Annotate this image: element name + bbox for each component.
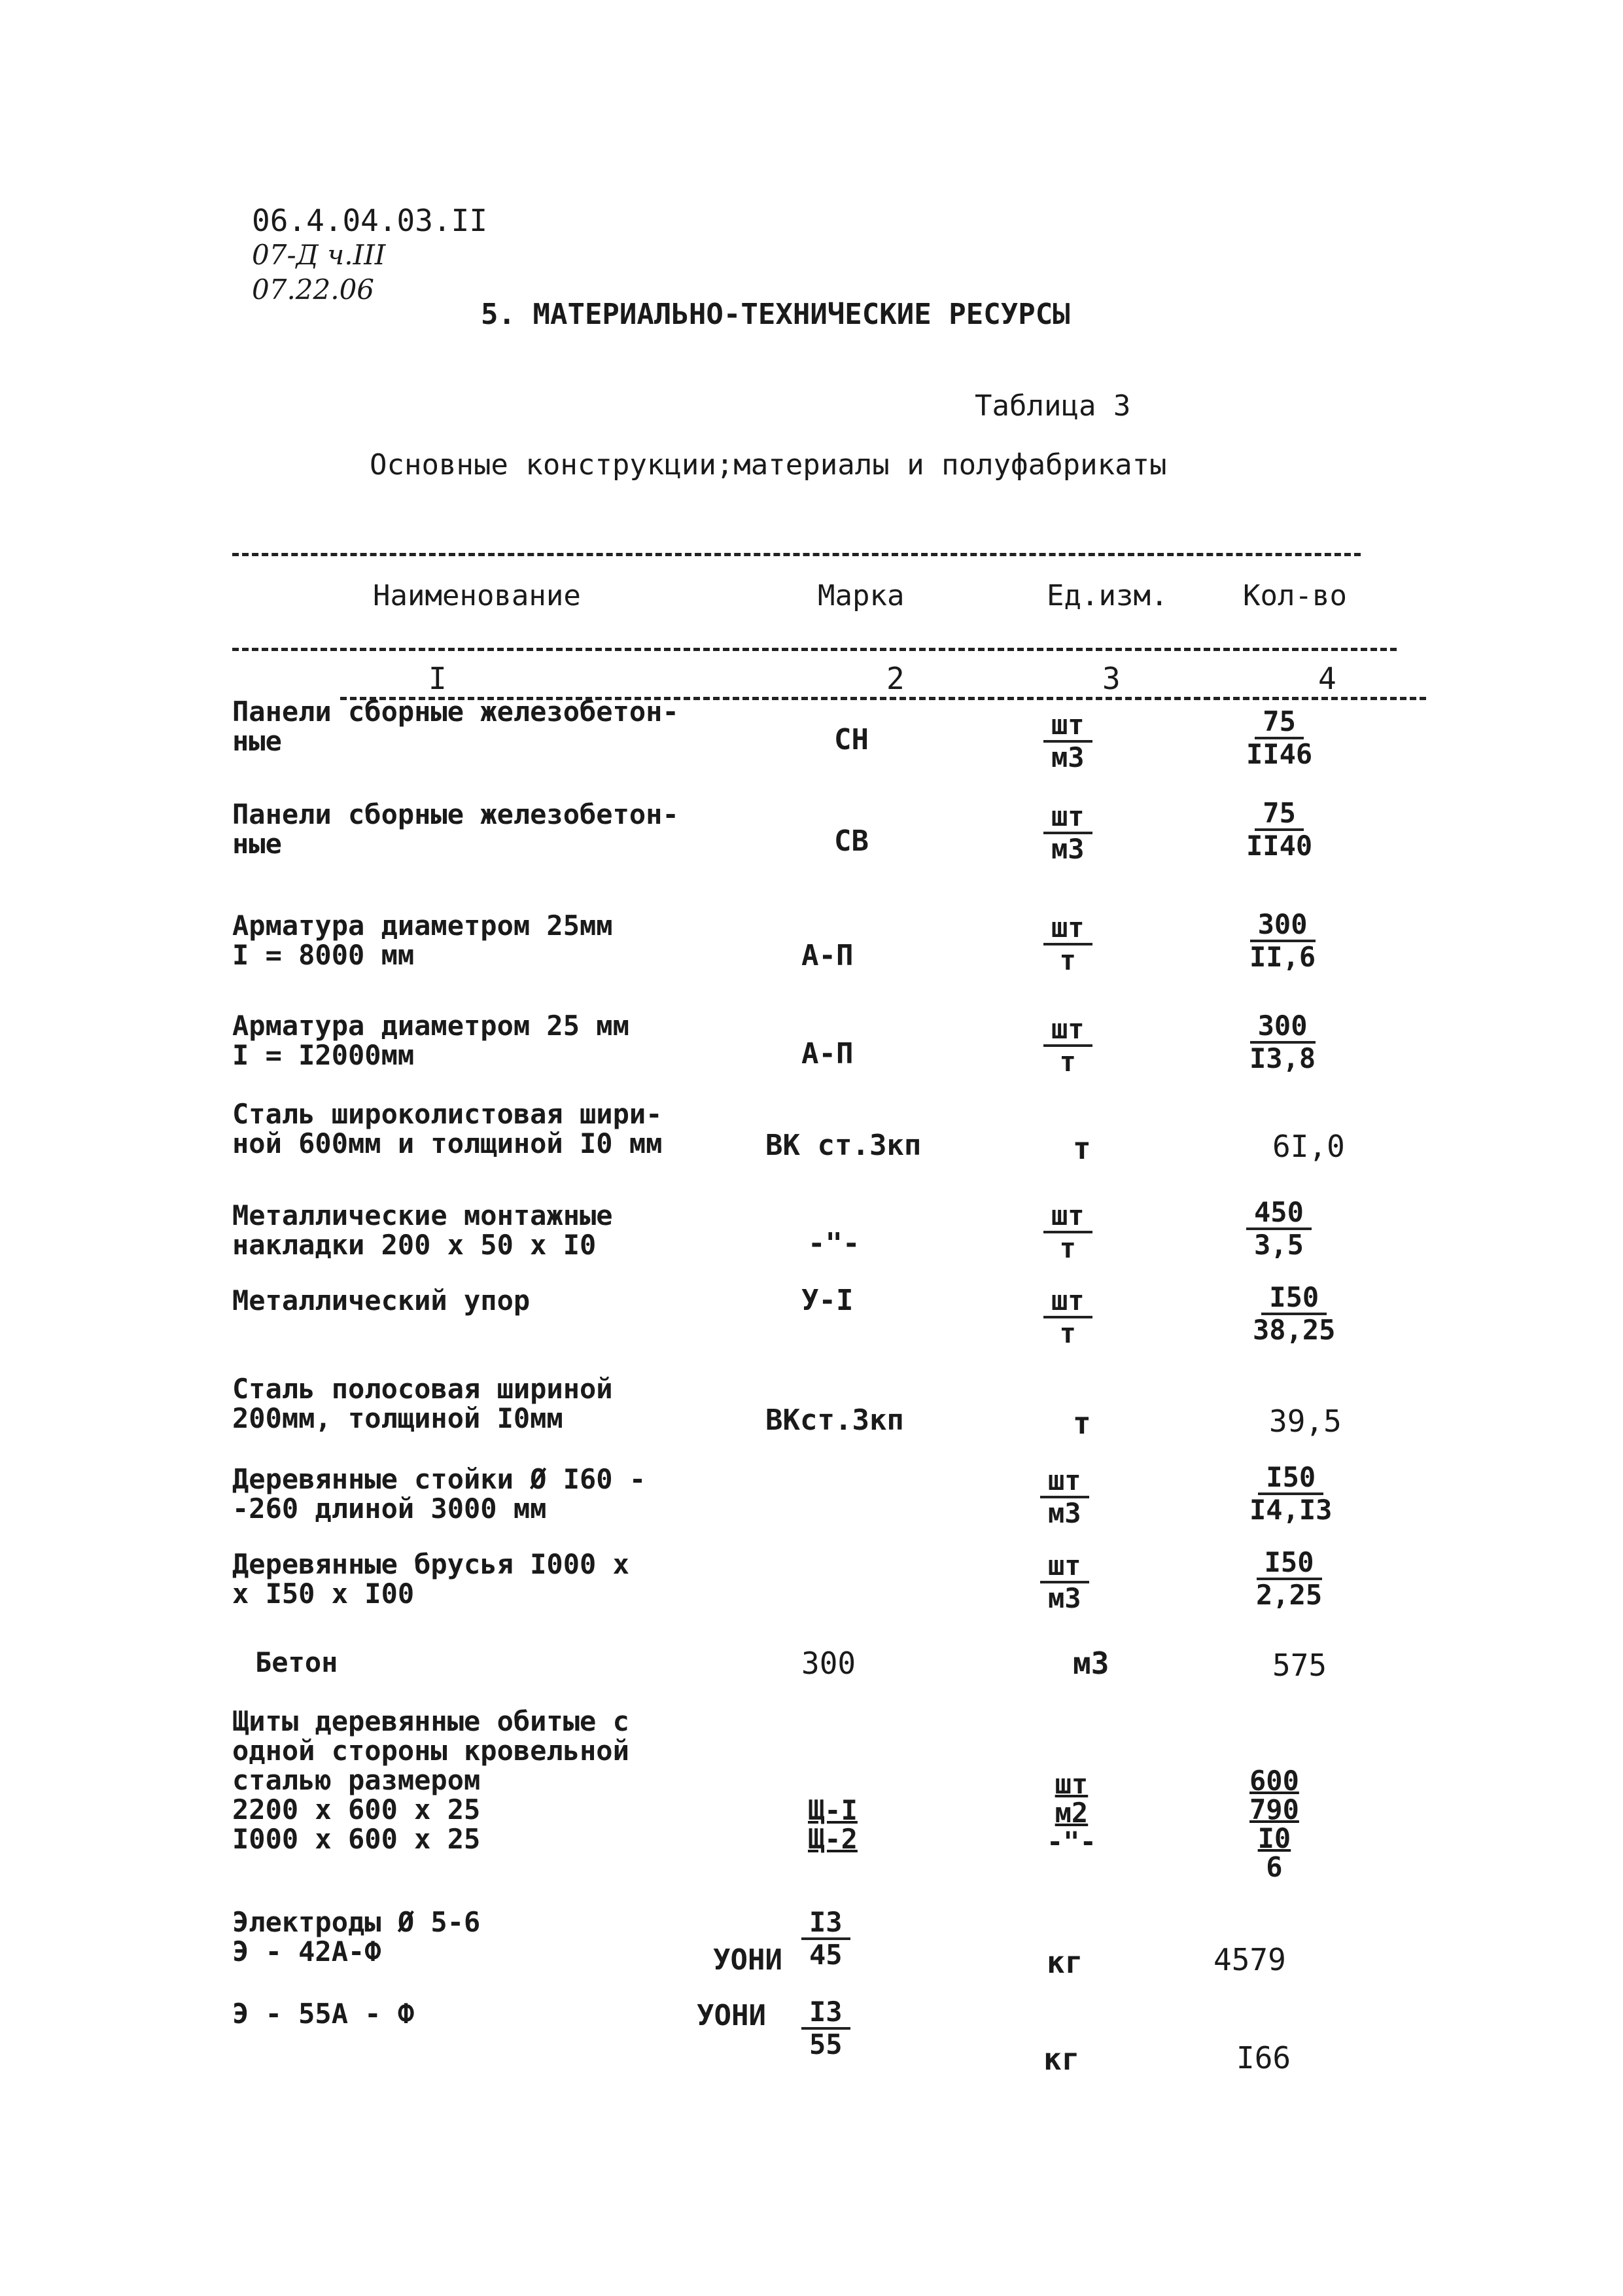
row-8-mark: ВКст.3кп bbox=[765, 1404, 904, 1437]
row-9-name: Деревянные стойки Ø I60 - -260 длиной 3000 мм bbox=[232, 1463, 646, 1525]
column-header-unit: Ед.изм. bbox=[1047, 579, 1168, 612]
section-title: 5. МАТЕРИАЛЬНО-ТЕХНИЧЕСКИЕ РЕСУРСЫ bbox=[481, 298, 1070, 331]
row-14-qty: I66 bbox=[1236, 2040, 1291, 2075]
row-5-qty: 6I,0 bbox=[1272, 1129, 1345, 1164]
column-header-qty: Кол-во bbox=[1243, 579, 1347, 612]
row-3-mark: А-П bbox=[801, 939, 854, 972]
row-14-mark-prefix: УОНИ bbox=[697, 1999, 766, 2032]
row-4-mark: А-П bbox=[801, 1037, 854, 1070]
row-1-qty: $\frac{75}{II46}$ bbox=[1246, 705, 1313, 770]
row-7-unit: шт т bbox=[1043, 1286, 1092, 1349]
row-4-unit: шт т bbox=[1043, 1014, 1092, 1077]
row-1-unit: шт м3 bbox=[1043, 710, 1092, 773]
row-11-mark: 300 bbox=[801, 1646, 856, 1681]
row-6-unit: шт т bbox=[1043, 1201, 1092, 1263]
row-6-name: Металлические монтажные накладки 200 х 50 х I0 bbox=[232, 1199, 613, 1261]
row-4-name: Арматура диаметром 25 мм I = I2000мм bbox=[232, 1010, 629, 1071]
row-7-qty: $\frac{I50}{38,25}$ bbox=[1253, 1281, 1336, 1346]
row-11-qty: 575 bbox=[1272, 1648, 1327, 1683]
row-2-name: Панели сборные железобетон- ные bbox=[232, 798, 679, 860]
table-top-rule bbox=[232, 553, 1361, 556]
row-5-unit: т bbox=[1073, 1131, 1091, 1166]
row-3-qty: $\frac{300}{II,6}$ bbox=[1249, 908, 1316, 973]
row-12-unit: шт м2 -"- bbox=[1047, 1768, 1096, 1858]
row-13-mark-prefix: УОНИ bbox=[713, 1943, 782, 1977]
column-header-name: Наименование bbox=[373, 579, 581, 612]
row-14-unit: кг bbox=[1043, 2041, 1080, 2077]
row-3-name: Арматура диаметром 25мм I = 8000 мм bbox=[232, 910, 613, 971]
row-10-name: Деревянные брусья I000 х х I50 х I00 bbox=[232, 1548, 629, 1610]
row-8-qty: 39,5 bbox=[1269, 1404, 1342, 1439]
row-14-name: Э - 55А - Ф bbox=[232, 1998, 415, 2030]
row-6-qty: $\frac{450}{3,5}$ bbox=[1246, 1197, 1312, 1260]
row-7-name: Металлический упор bbox=[232, 1284, 531, 1316]
column-number-4: 4 bbox=[1318, 661, 1336, 696]
column-number-3: 3 bbox=[1102, 661, 1121, 696]
row-2-unit: шт м3 bbox=[1043, 802, 1092, 864]
column-number-2: 2 bbox=[886, 661, 905, 696]
row-13-mark-fraction: $\frac{I3}{45}$ bbox=[801, 1907, 850, 1970]
header-bottom-rule bbox=[232, 648, 1397, 651]
row-2-mark: СВ bbox=[834, 824, 869, 858]
handwritten-note-part: 07-Д ч.III bbox=[252, 239, 386, 271]
row-1-name: Панели сборные железобетон- ные bbox=[232, 696, 679, 757]
row-10-qty: $\frac{I50}{2,25}$ bbox=[1256, 1546, 1323, 1611]
row-12-mark: Щ-I Щ-2 bbox=[808, 1794, 858, 1855]
row-4-qty: $\frac{300}{I3,8}$ bbox=[1249, 1010, 1316, 1074]
row-9-qty: $\frac{I50}{I4,I3}$ bbox=[1249, 1461, 1333, 1526]
row-6-mark: -"- bbox=[808, 1227, 860, 1260]
row-12-name: Щиты деревянные обитые с одной стороны кровельной сталью размером 2200 х 600 х 25 I000 х 600 х 25 bbox=[232, 1705, 629, 1855]
row-13-name: Электроды Ø 5-6 Э - 42А-Ф bbox=[232, 1906, 481, 1968]
table-number: Таблица 3 bbox=[975, 389, 1131, 423]
column-number-1: I bbox=[428, 661, 447, 696]
row-12-qty: 600 790 I0 6 bbox=[1249, 1765, 1299, 1883]
row-14-mark-fraction: $\frac{I3}{55}$ bbox=[801, 1997, 850, 2060]
row-13-unit: кг bbox=[1047, 1945, 1083, 1980]
row-5-name: Сталь широколистовая шири- ной 600мм и толщиной I0 мм bbox=[232, 1098, 663, 1159]
row-11-name: Бетон bbox=[255, 1646, 338, 1678]
row-5-mark: ВК ст.3кп bbox=[765, 1129, 922, 1162]
row-7-mark: У-I bbox=[801, 1284, 854, 1317]
row-9-unit: шт м3 bbox=[1040, 1466, 1089, 1528]
row-8-name: Сталь полосовая шириной 200мм, толщиной I0мм bbox=[232, 1373, 613, 1434]
table-title: Основные конструкции;материалы и полуфабрикаты bbox=[370, 448, 1167, 482]
handwritten-note-date: 07.22.06 bbox=[252, 274, 375, 306]
column-header-mark: Марка bbox=[818, 579, 905, 612]
row-1-mark: СН bbox=[834, 723, 869, 756]
row-3-unit: шт т bbox=[1043, 913, 1092, 976]
document-code: 06.4.04.03.II bbox=[252, 203, 488, 238]
row-2-qty: $\frac{75}{II40}$ bbox=[1246, 797, 1313, 862]
row-11-unit: м3 bbox=[1073, 1646, 1109, 1681]
row-10-unit: шт м3 bbox=[1040, 1551, 1089, 1614]
row-13-qty: 4579 bbox=[1213, 1942, 1286, 1977]
row-8-unit: т bbox=[1073, 1405, 1091, 1441]
